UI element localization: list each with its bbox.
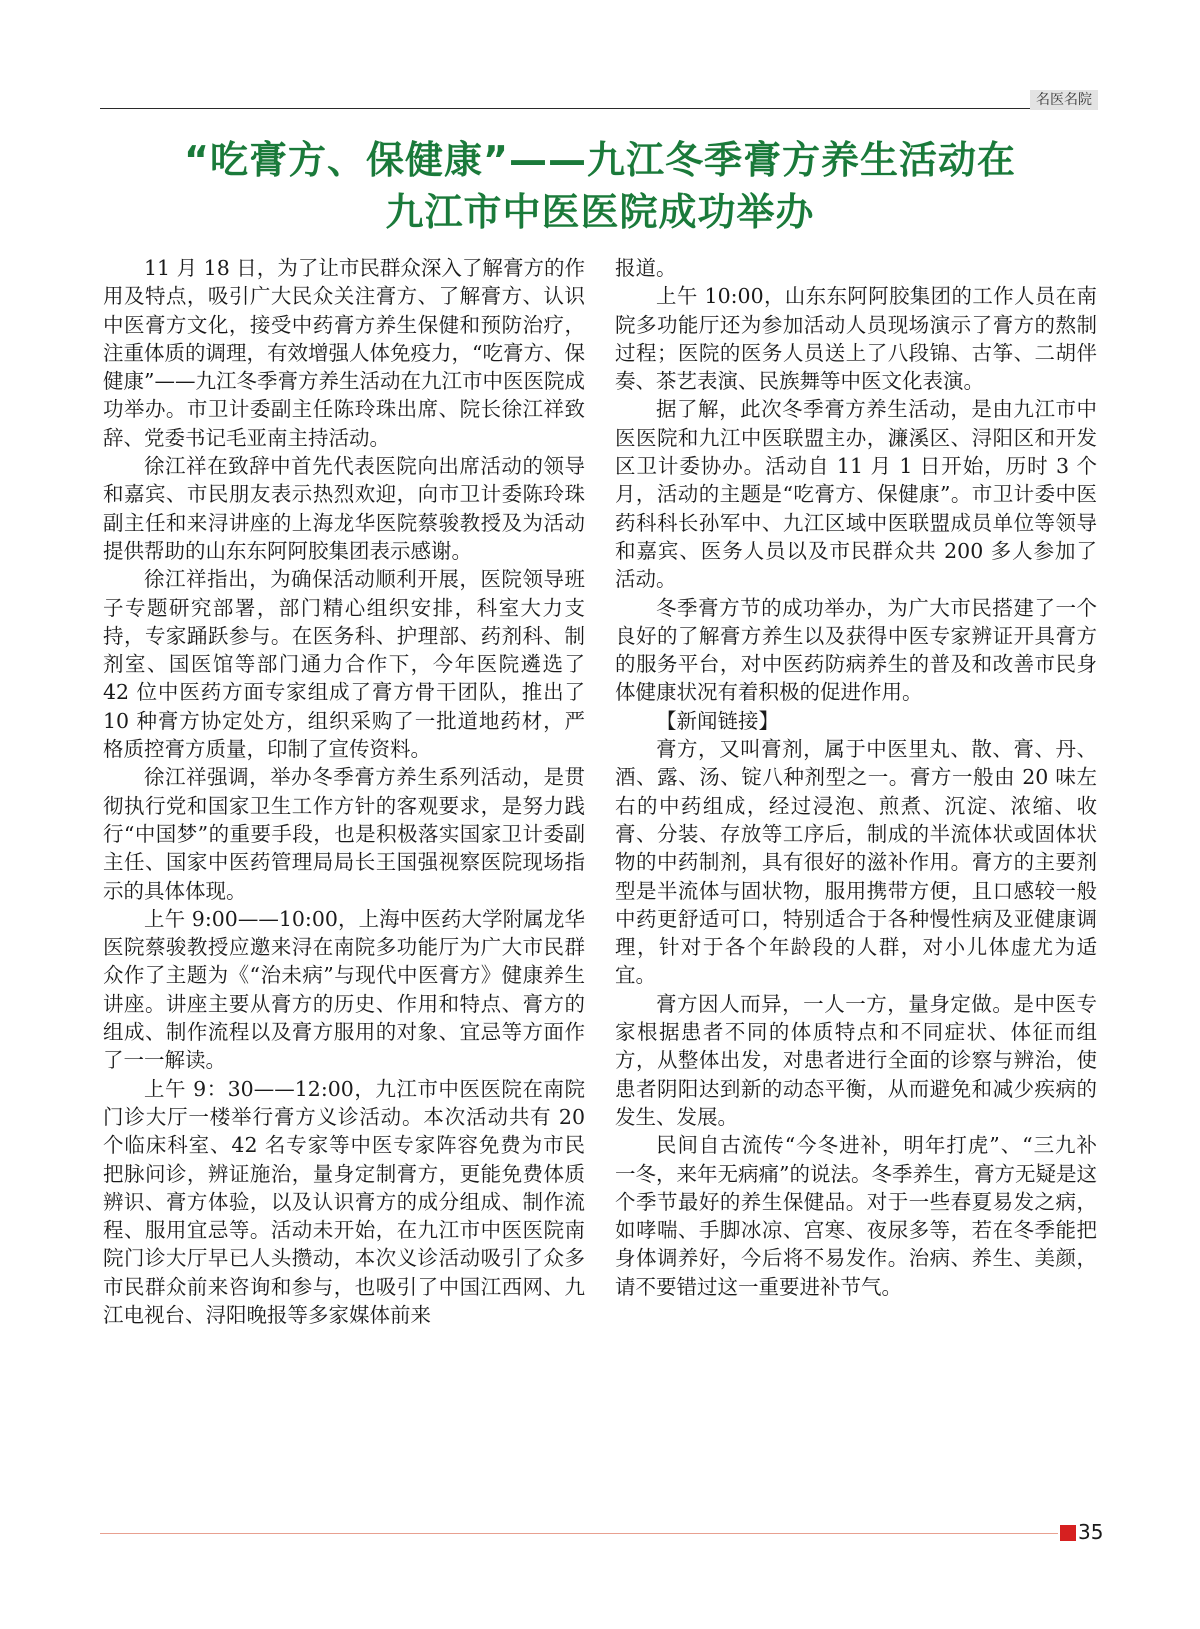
paragraph-continuation: 报道。 <box>615 256 677 280</box>
right-column <box>615 254 1097 1301</box>
paragraph: 上午 9:00——10:00，上海中医药大学附属龙华医院蔡骏教授应邀来浔在南院多功能厅为广大市民群众作了主题为《“治未病”与现代中医膏方》健康养生讲座。讲座主要从膏方的历史、作用和特点、膏方的组成、制作流程以及膏方服用的对象、宜忌等方面作了一一解读。 <box>103 906 585 1073</box>
news-link-heading: 【新闻链接】 <box>656 708 779 733</box>
header-rule <box>100 108 1098 109</box>
news-paragraph: 膏方因人而异，一人一方，量身定做。是中医专家根据患者不同的体质特点和不同症状、体征而组方，从整体出发，对患者进行全面的诊察与辨治，使患者阴阳达到新的动态平衡，从而避免和减少疾病的发生、发展。 <box>615 991 1097 1129</box>
article-title <box>100 134 1100 238</box>
article-title-line-2: 九江市中医医院成功举办 <box>385 190 815 234</box>
paragraph: 上午 10:00，山东东阿阿胶集团的工作人员在南院多功能厅还为参加活动人员现场演示了膏方的熬制过程；医院的医务人员送上了八段锦、古筝、二胡伴奏、茶艺表演、民族舞等中医文化表演。 <box>615 284 1097 394</box>
paragraph: 据了解，此次冬季膏方养生活动，是由九江市中医医院和九江中医联盟主办，濂溪区、浔阳区和开发区卫计委协办。活动自 11 月 1 日开始，历时 3 个月，活动的主题是“吃膏方、保健康”。市卫计委中医药科科长孙军中、九江区域中医联盟成员单位等领导和嘉宾、医务人员以及市民群众共 200 多人参加了活动。 <box>615 397 1097 592</box>
page-number: 35 <box>1078 1520 1104 1544</box>
news-paragraph: 膏方，又叫膏剂，属于中医里丸、散、膏、丹、酒、露、汤、锭八种剂型之一。膏方一般由 20 味左右的中药组成，经过浸泡、煎煮、沉淀、浓缩、收膏、分装、存放等工序后，制成的半流体状或固体状物的中药制剂，具有很好的滋补作用。膏方的主要剂型是半流体与固状物，服用携带方便，且口感较一般中药更舒适可口，特别适合于各种慢性病及亚健康调理，针对于各个年龄段的人群，对小儿体虚尤为适宜。 <box>615 737 1097 988</box>
paragraph: 上午 9：30——12:00，九江市中医医院在南院门诊大厅一楼举行膏方义诊活动。本次活动共有 20 个临床科室、42 名专家等中医专家阵容免费为市民把脉问诊，辨证施治，量身定制膏方，更能免费体质辨识、膏方体验，以及认识膏方的成分组成、制作流程、服用宜忌等。活动未开始，在九江市中医医院南院门诊大厅早已人头攒动，本次义诊活动吸引了众多市民群众前来咨询和参与，也吸引了中国江西网、九江电视台、浔阳晚报等多家媒体前来 <box>103 1076 585 1327</box>
paragraph: 冬季膏方节的成功举办，为广大市民搭建了一个良好的了解膏方养生以及获得中医专家辨证开具膏方的服务平台，对中医药防病养生的普及和改善市民身体健康状况有着积极的促进作用。 <box>615 595 1097 705</box>
paragraph: 11 月 18 日，为了让市民群众深入了解膏方的作用及特点，吸引广大民众关注膏方、了解膏方、认识中医膏方文化，接受中药膏方养生保健和预防治疗，注重体质的调理，有效增强人体免疫力，“吃膏方、保健康”——九江冬季膏方养生活动在九江市中医医院成功举办。市卫计委副主任陈玲珠出席、院长徐江祥致辞、党委书记毛亚南主持活动。 <box>103 256 585 450</box>
article-title-line-1: “吃膏方、保健康”——九江冬季膏方养生活动在 <box>184 138 1016 182</box>
paragraph: 徐江祥指出，为确保活动顺利开展，医院领导班子专题研究部署，部门精心组织安排，科室大力支持，专家踊跃参与。在医务科、护理部、药剂科、制剂室、国医馆等部门通力合作下，今年医院遴选了 42 位中医药方面专家组成了膏方骨干团队，推出了 10 种膏方协定处方，组织采购了一批道地药材，严格质控膏方质量，印制了宣传资料。 <box>103 567 585 762</box>
paragraph: 徐江祥强调，举办冬季膏方养生系列活动，是贯彻执行党和国家卫生工作方针的客观要求，是努力践行“中国梦”的重要手段，也是积极落实国家卫计委副主任、国家中医药管理局局长王国强视察医院现场指示的具体体现。 <box>103 765 585 903</box>
paragraph: 徐江祥在致辞中首先代表医院向出席活动的领导和嘉宾、市民朋友表示热烈欢迎，向市卫计委陈玲珠副主任和来浔讲座的上海龙华医院蔡骏教授及为活动提供帮助的山东东阿阿胶集团表示感谢。 <box>103 454 585 563</box>
page-marker-square <box>1060 1525 1076 1541</box>
news-paragraph: 民间自古流传“今冬进补，明年打虎”、“三九补一冬，来年无病痛”的说法。冬季养生，膏方无疑是这个季节最好的养生保健品。对于一些春夏易发之病，如哮喘、手脚冰凉、宫寒、夜尿多等，若在冬季能把身体调养好，今后将不易发作。治病、养生、美颜，请不要错过这一重要进补节气。 <box>615 1133 1097 1299</box>
footer-rule <box>100 1533 1058 1534</box>
left-column <box>103 254 585 1329</box>
section-tag: 名医名院 <box>1030 90 1098 110</box>
